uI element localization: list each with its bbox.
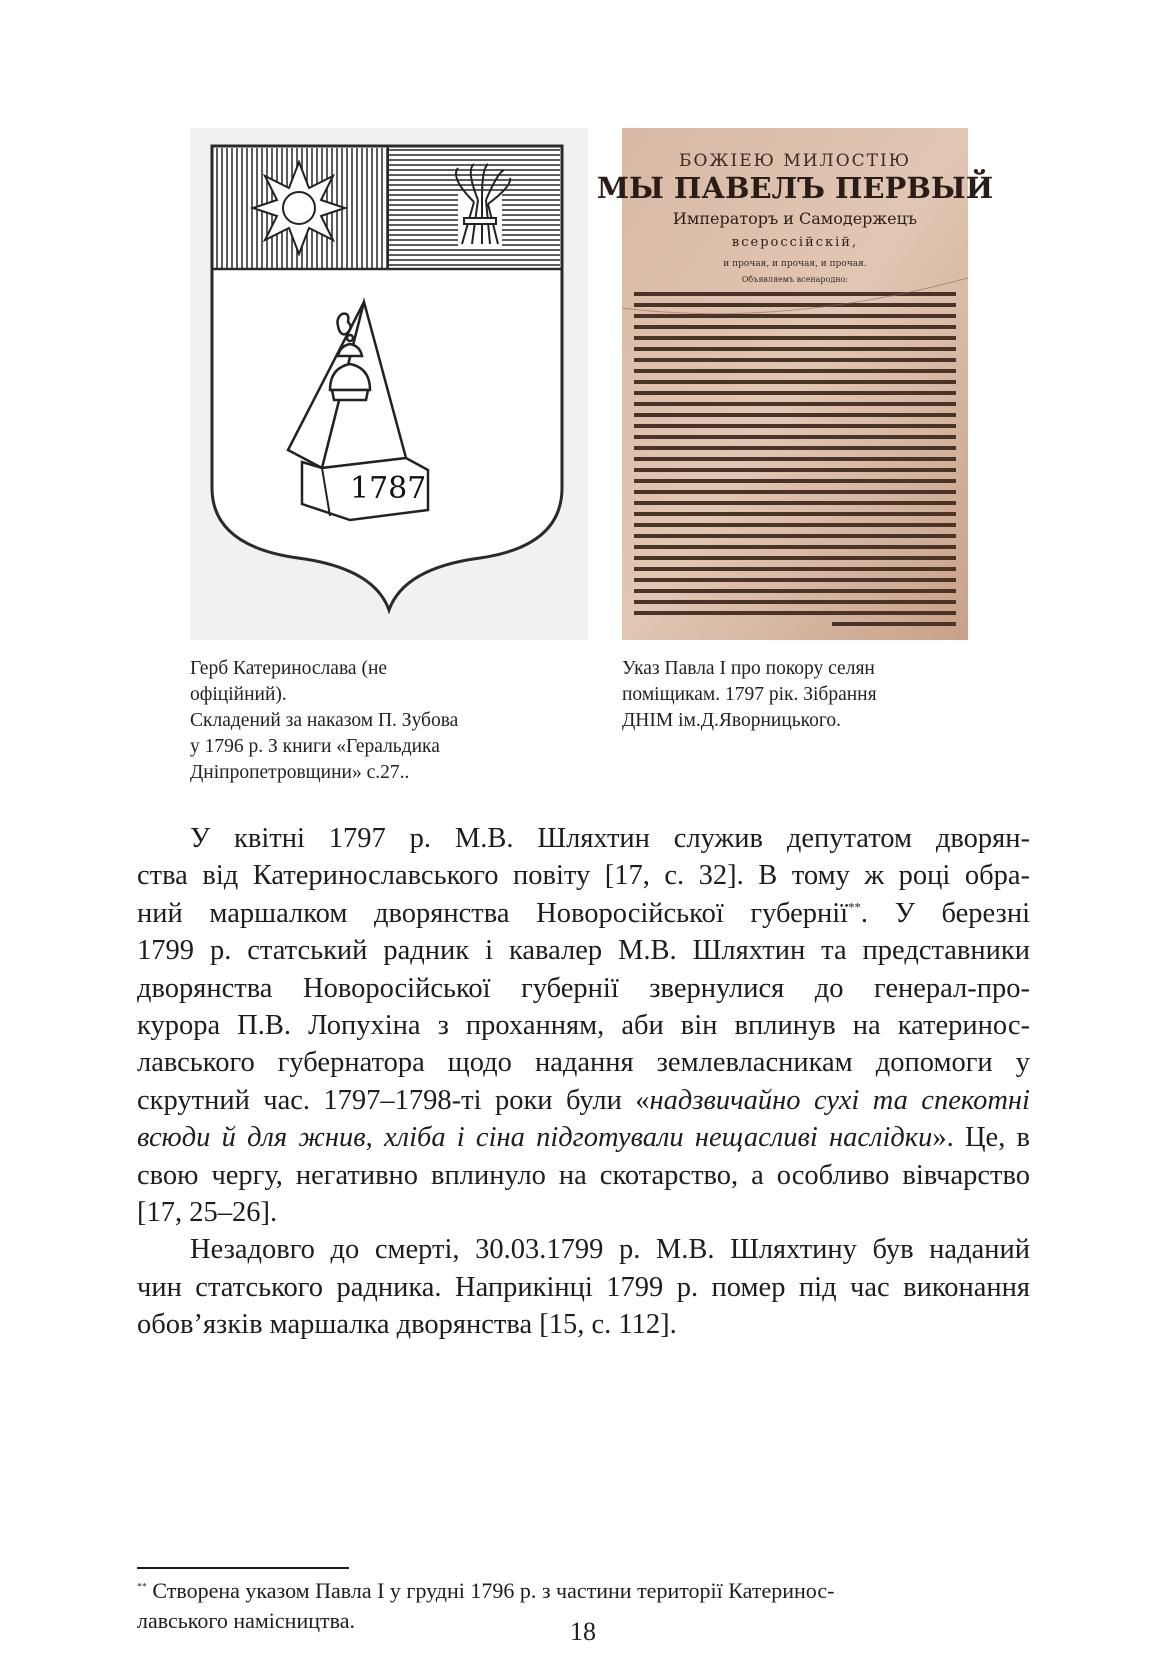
text-line: Незадовго до смерті, 30.03.1799 р. М.В. Шляхтину був наданий bbox=[190, 1234, 1030, 1266]
text-line: свою чергу, негативно вплинуло на скотарство, а особливо вівчарство bbox=[137, 1159, 1030, 1191]
left-figure-caption bbox=[190, 656, 520, 786]
caption-line: Указ Павла І про покору селян bbox=[622, 658, 875, 679]
footnote-line: лавського намісництва. bbox=[137, 1608, 355, 1633]
text-line: ства від Катеринославського повіту [17, с. 32]. В тому ж році обра- bbox=[137, 860, 1030, 892]
caption-line: офіційний). bbox=[190, 684, 287, 705]
coat-of-arms-image bbox=[190, 128, 588, 640]
footnote-text: Створена указом Павла І у грудні 1796 р. з частини території Катеринос- bbox=[146, 1578, 835, 1603]
caption-line: поміщикам. 1797 рік. Зібрання bbox=[622, 684, 877, 705]
text-line: чин статського радника. Наприкінці 1799 р. помер під час виконання bbox=[137, 1271, 1030, 1303]
decree-heading-2: МЫ ПАВЕЛЪ ПЕРВЫЙ bbox=[596, 171, 994, 205]
footnote-line bbox=[137, 1576, 1030, 1606]
quoted-text: надзвичайно сухі та спекотні bbox=[649, 1084, 1030, 1116]
text-line bbox=[137, 1082, 1030, 1119]
caption-line: Складений за наказом П. Зубова bbox=[190, 710, 459, 731]
text-segment: ». Це, в bbox=[932, 1122, 1030, 1154]
decree-heading-3: Императоръ и Самодержецъ bbox=[672, 209, 918, 228]
text-line: курора П.В. Лопухіна з проханням, аби він вплинув на катеринос- bbox=[137, 1009, 1030, 1041]
text-line: обов’язків маршалка дворянства [15, с. 112]. bbox=[137, 1309, 677, 1341]
text-segment: скрутний час. 1797–1798-ті роки були « bbox=[137, 1084, 650, 1116]
text-line: У квітні 1797 р. М.В. Шляхтин служив депутатом дворян- bbox=[190, 823, 1030, 854]
text-line: [17, 25–26]. bbox=[137, 1196, 278, 1228]
footnote-divider bbox=[137, 1567, 349, 1569]
footnote-marker: ** bbox=[137, 1581, 147, 1593]
paragraph-2 bbox=[137, 1231, 1030, 1343]
coat-of-arms-drawing bbox=[190, 128, 588, 640]
right-figure-caption bbox=[622, 656, 952, 734]
text-line bbox=[137, 895, 1030, 932]
text-line: 1799 р. статський радник і кавалер М.В. Шляхтин та представники bbox=[137, 935, 1030, 967]
quoted-text: всюди й для жнив, хліба і сіна підготували нещасливі наслідки bbox=[137, 1122, 933, 1154]
caption-line: у 1796 р. З книги «Геральдика bbox=[190, 736, 440, 757]
decree-heading-6: Объявляемъ всенародно: bbox=[741, 275, 849, 284]
page-number: 18 bbox=[570, 1617, 596, 1646]
paragraph-1 bbox=[137, 820, 1030, 1231]
footnote-reference: ** bbox=[848, 900, 861, 915]
caption-line: Дніпропетровщини» с.27.. bbox=[190, 762, 410, 783]
decree-document-drawing bbox=[596, 128, 994, 640]
text-line: дворянства Новоросійської губернії звернулися до генерал-про- bbox=[137, 972, 1030, 1004]
pyramid-year: 1787 bbox=[350, 471, 427, 506]
text-line: лавського губернатора щодо надання землевласникам допомоги у bbox=[137, 1047, 1030, 1079]
caption-line: ДНІМ ім.Д.Яворницького. bbox=[622, 710, 842, 731]
decree-heading-5: и прочая, и прочая, и прочая. bbox=[723, 259, 867, 269]
decree-heading-4: всероссійскій, bbox=[731, 235, 859, 250]
text-segment: ний маршалком дворянства Новоросійської губернії bbox=[137, 897, 849, 929]
text-segment: . У березні bbox=[860, 897, 1030, 929]
decree-heading-1: БОЖІЕЮ МИЛОСТІЮ bbox=[678, 151, 912, 171]
decree-image bbox=[596, 128, 994, 640]
text-line bbox=[137, 1119, 1030, 1156]
body-text bbox=[137, 820, 1030, 1343]
caption-line: Герб Катеринослава (не bbox=[190, 658, 388, 679]
